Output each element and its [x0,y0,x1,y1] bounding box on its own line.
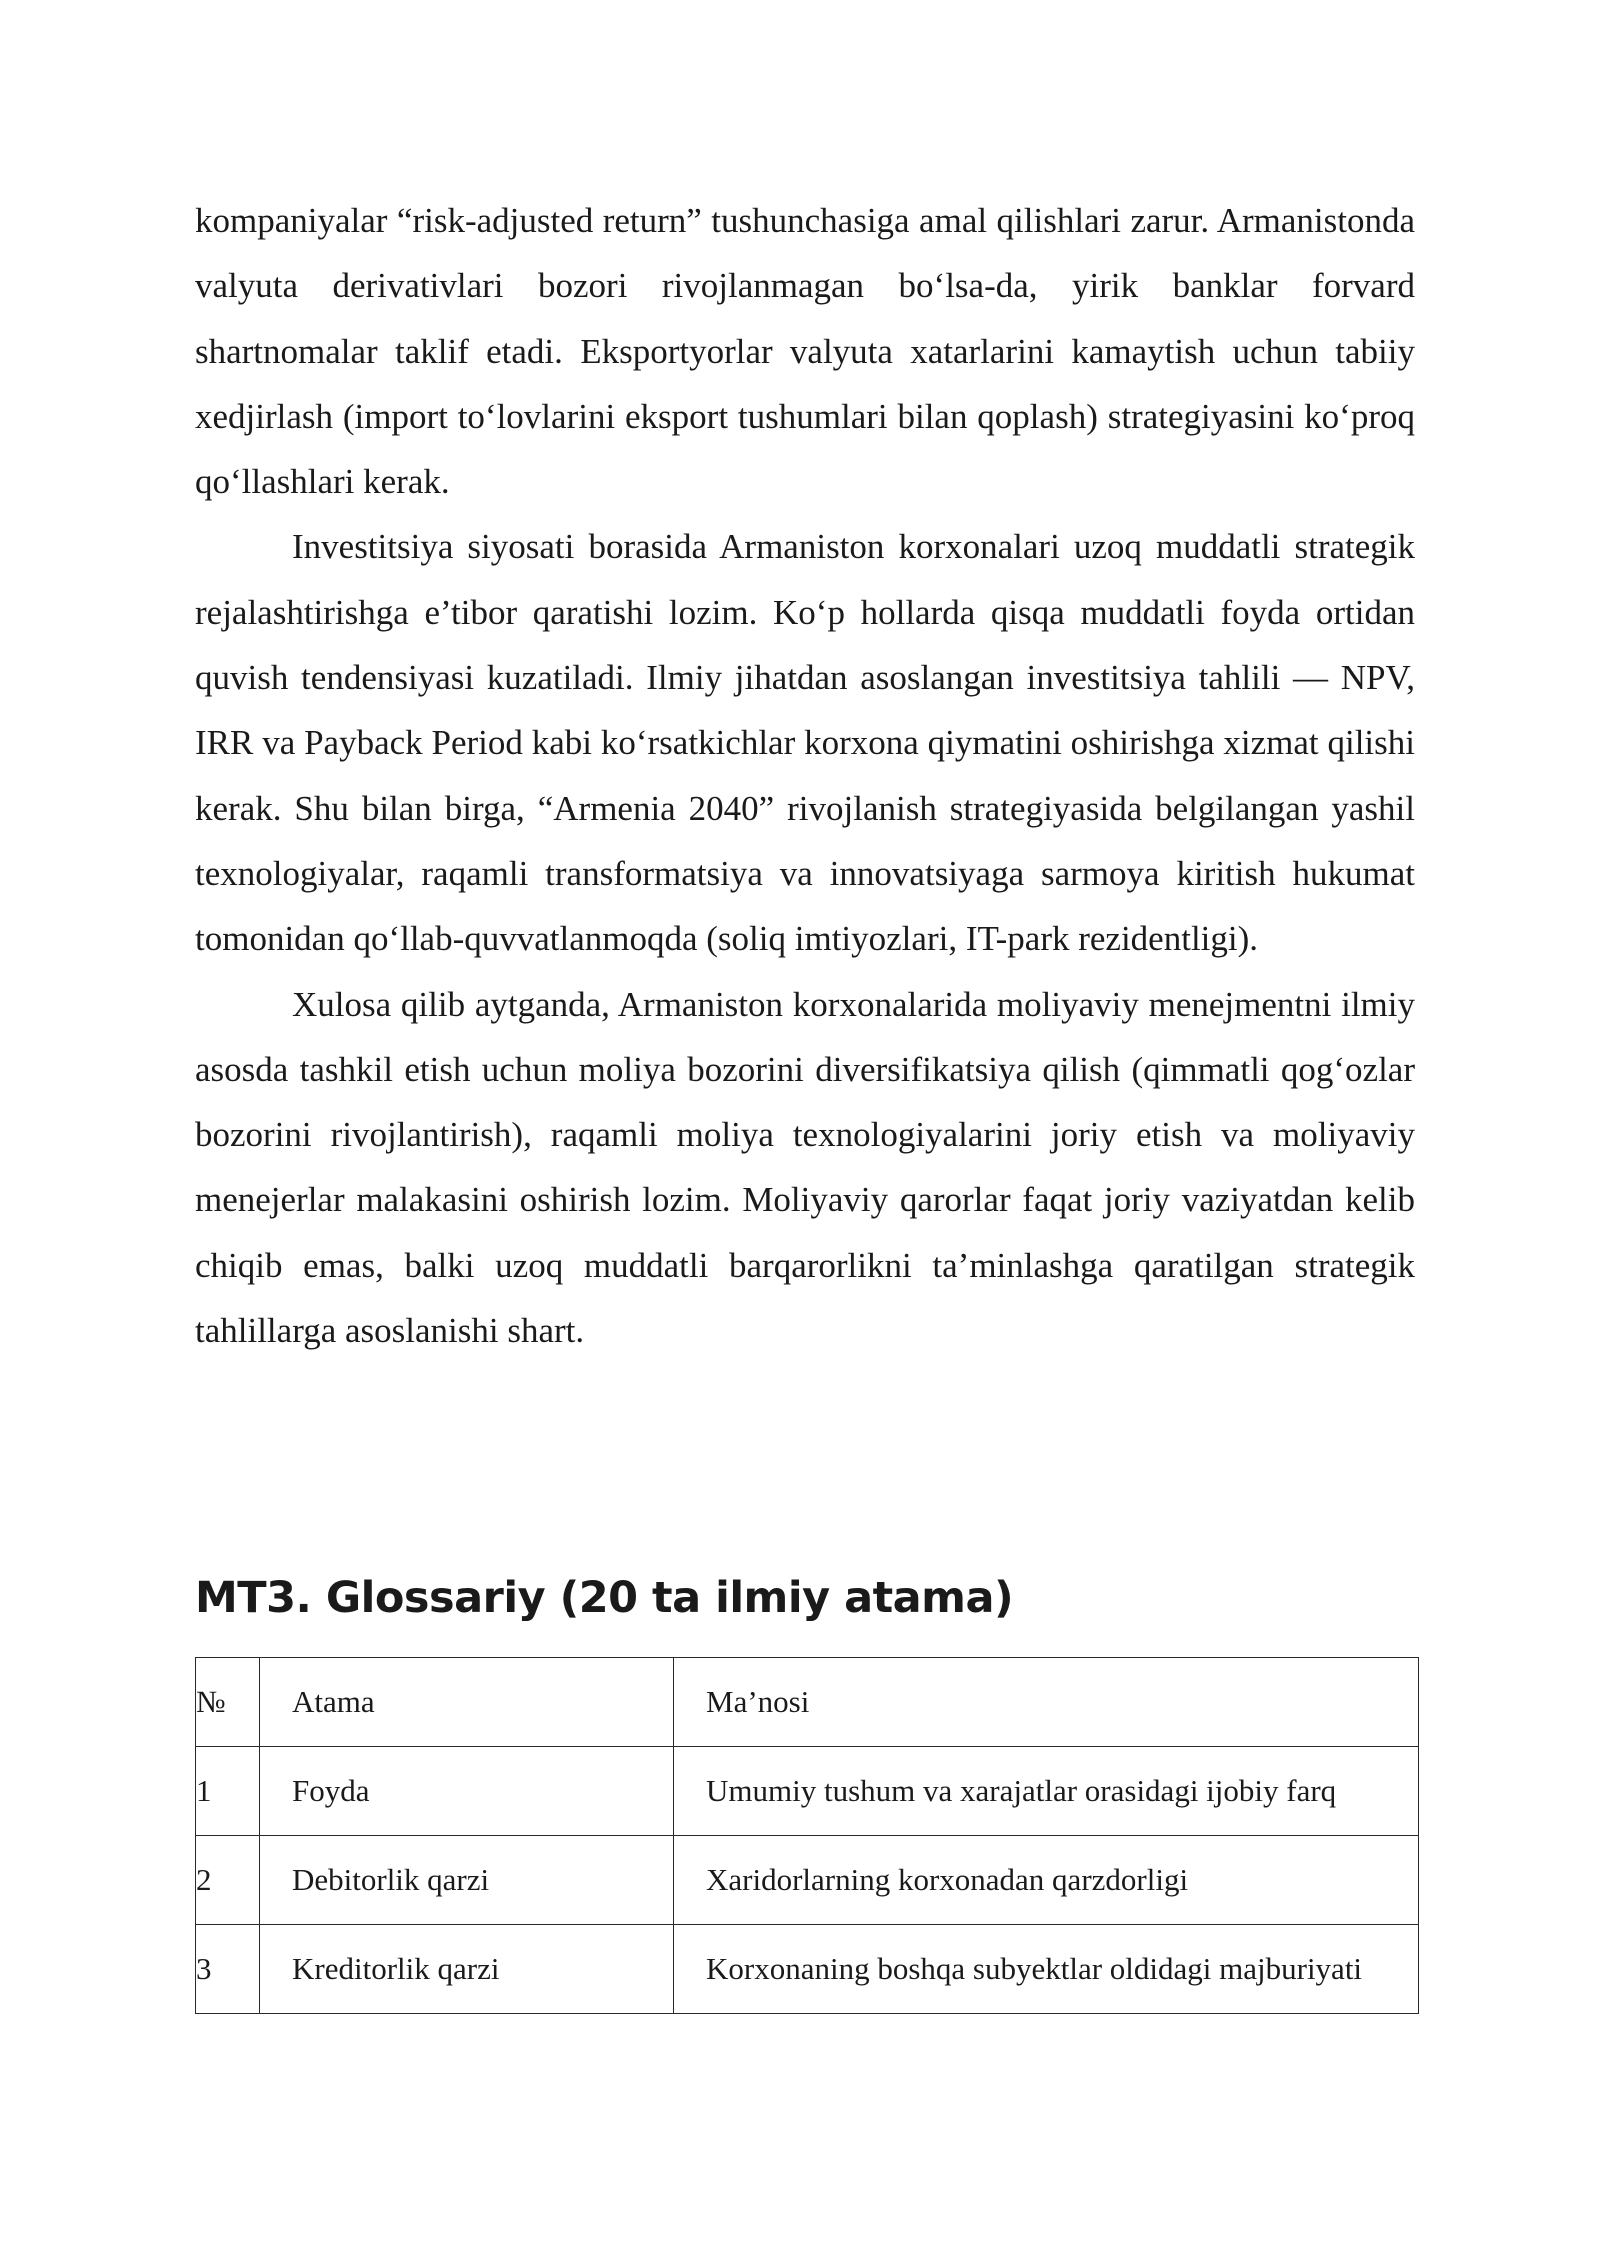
row-term: Foyda [260,1747,674,1836]
row-term: Debitorlik qarzi [260,1836,674,1925]
header-number: № [196,1658,260,1747]
row-term: Kreditorlik qarzi [260,1925,674,2014]
paragraph-investment-policy: Investitsiya siyosati borasida Armaniston korxonalari uzoq muddatli strategik rejalashtirishga e’tibor qaratishi lozim. Ko‘p hollarda qisqa muddatli foyda ortidan quvish tendensiyasi kuzatiladi. Ilmiy jihatdan asoslangan investitsiya tahlili — NPV, IRR va Payback Period kabi ko‘rsatkichlar korxona qiymatini oshirishga xizmat qilishi kerak. Shu bilan birga, “Armenia 2040” rivojlanish strategiyasida belgilangan yashil texnologiyalar, raqamli transformatsiya va innovatsiyaga sarmoya kiritish hukumat tomonidan qo‘llab-quvvatlanmoqda (soliq imtiyozlari, IT-park rezidentligi). [195,527,1415,959]
table-row [196,1836,1419,1925]
row-number: 2 [196,1836,260,1925]
row-meaning: Korxonaning boshqa subyektlar oldidagi majburiyati [674,1925,1419,2014]
table-row [196,1925,1419,2014]
table-header-row [196,1658,1419,1747]
row-meaning: Xaridorlarning korxonadan qarzdorligi [674,1836,1419,1925]
paragraph-continuation: kompaniyalar “risk-adjusted return” tushunchasiga amal qilishlari zarur. Armanistonda valyuta derivativlari bozori rivojlanmagan bo‘lsa-da, yirik banklar forvard shartnomalar taklif etadi. Eksportyorlar valyuta xatarlarini kamaytish uchun tabiiy xedjirlash (import to‘lovlarini eksport tushumlari bilan qoplash) strategiyasini ko‘proq qo‘llashlari kerak. [195,201,1415,502]
header-term: Atama [260,1658,674,1747]
table-row [196,1747,1419,1836]
body-text [195,188,1415,1363]
section-heading: MT3. Glossariy (20 ta ilmiy atama) [195,1573,1014,1623]
row-number: 1 [196,1747,260,1836]
header-meaning: Ma’nosi [674,1658,1419,1747]
glossary-table [195,1657,1419,2014]
row-number: 3 [196,1925,260,2014]
row-meaning: Umumiy tushum va xarajatlar orasidagi ijobiy farq [674,1747,1419,1836]
paragraph-conclusion: Xulosa qilib aytganda, Armaniston korxonalarida moliyaviy menejmentni ilmiy asosda tashkil etish uchun moliya bozorini diversifikatsiya qilish (qimmatli qog‘ozlar bozorini rivojlantirish), raqamli moliya texnologiyalarini joriy etish va moliyaviy menejerlar malakasini oshirish lozim. Moliyaviy qarorlar faqat joriy vaziyatdan kelib chiqib emas, balki uzoq muddatli barqarorlikni ta’minlashga qaratilgan strategik tahlillarga asoslanishi shart. [195,984,1415,1351]
